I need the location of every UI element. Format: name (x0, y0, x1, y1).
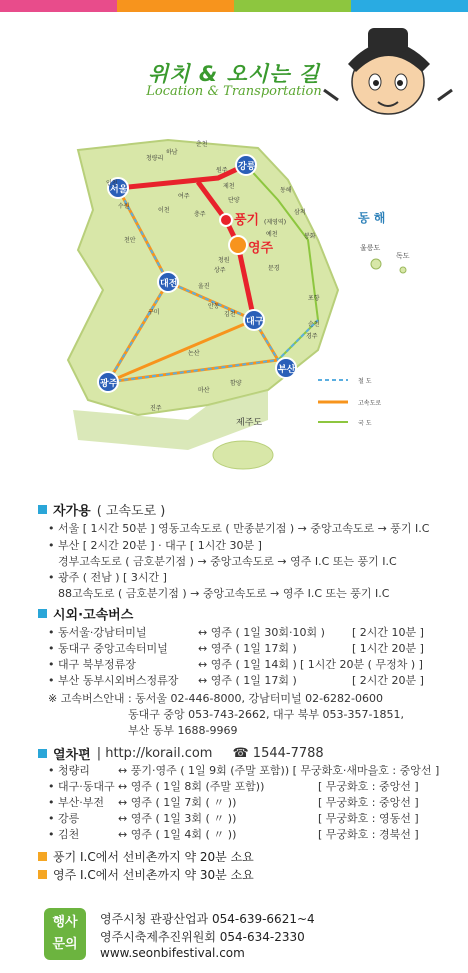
svg-text:문경: 문경 (268, 265, 280, 272)
bullet-icon (38, 852, 47, 861)
svg-text:상주: 상주 (214, 267, 226, 274)
korail-phone: ☎ 1544-7788 (232, 746, 324, 761)
svg-text:안동: 안동 (208, 303, 220, 310)
bus-note-3: 부산 동부 1688-9969 (128, 724, 238, 737)
note-1: 풍기 I.C에서 선비촌까지 약 20분 소요 (38, 848, 254, 865)
bus-note-1: ※ 고속버스안내 : 동서울 02-446-8000, 강남터미널 02-6282-0600 (48, 692, 384, 705)
bus-row: • 동대구 중앙고속터미널 (48, 642, 168, 655)
bus-row: • 부산 동부시외버스정류장 (48, 674, 179, 687)
svg-text:춘천: 춘천 (196, 141, 208, 148)
svg-text:서울: 서울 (110, 185, 128, 195)
train-row: • 부산·부전 (48, 796, 104, 809)
east-sea-label: 동 해 (358, 211, 386, 225)
svg-text:충주: 충주 (194, 211, 206, 218)
svg-text:여주: 여주 (178, 193, 190, 200)
svg-text:천안: 천안 (124, 237, 136, 244)
train-row: • 강릉 (48, 812, 80, 825)
yeongju-label: 영주 (248, 241, 274, 256)
note-2: 영주 I.C에서 선비촌까지 약 30분 소요 (38, 866, 254, 883)
scholar-mascot-icon (318, 20, 458, 130)
contact-line-1: 영주시청 관광산업과 054-639-6621~4 (100, 912, 315, 926)
svg-text:국 도: 국 도 (358, 420, 372, 427)
svg-text:마산: 마산 (198, 387, 210, 394)
bullet-icon (38, 609, 47, 618)
svg-text:예천: 예천 (266, 231, 278, 238)
festival-link[interactable]: www.seonbifestival.com (100, 946, 245, 960)
svg-text:이천: 이천 (158, 207, 170, 214)
korea-route-map (18, 120, 458, 480)
svg-text:(제영역): (제영역) (264, 219, 287, 226)
svg-text:봉화: 봉화 (304, 233, 316, 240)
train-row: • 청량리 (48, 764, 90, 777)
bus-row: • 동서울·강남터미널 (48, 626, 147, 639)
svg-text:포항: 포항 (308, 295, 320, 302)
svg-text:부산: 부산 (278, 365, 296, 375)
poongki-label: 풍기 (234, 213, 260, 228)
svg-text:논산: 논산 (188, 350, 200, 357)
car-line-3: 경부고속도로 ( 금호분기점 ) → 중앙고속도로 → 영주 I.C 또는 풍기 I.C (58, 555, 397, 568)
svg-text:철 도: 철 도 (358, 378, 372, 385)
svg-text:울릉도: 울릉도 (360, 244, 381, 252)
svg-text:청량리: 청량리 (146, 155, 164, 162)
bus-note-2: 동대구 중앙 053-743-2662, 대구 북부 053-357-1851, (128, 708, 404, 721)
svg-text:단양: 단양 (228, 197, 240, 204)
svg-text:제천: 제천 (223, 183, 235, 190)
svg-text:동해: 동해 (280, 187, 292, 194)
color-bar (0, 0, 468, 12)
svg-text:광주: 광주 (100, 379, 118, 389)
page-subtitle: Location & Transportation (146, 84, 322, 99)
svg-text:경주: 경주 (306, 333, 318, 340)
jeju-label: 제주도 (236, 418, 263, 428)
page-title: 위치 & 오시는 길 (148, 62, 320, 86)
svg-text:울진: 울진 (198, 283, 210, 290)
svg-text:대구: 대구 (246, 317, 264, 327)
contact-line-2: 영주시축제추진위원회 054-634-2330 (100, 930, 305, 944)
bullet-icon (38, 505, 47, 514)
svg-text:인천: 인천 (106, 180, 118, 187)
bus-row: • 대구 북부정류장 (48, 658, 136, 671)
bullet-icon (38, 749, 47, 758)
car-section: 자가용 ( 고속도로 ) (38, 500, 165, 519)
svg-text:원주: 원주 (216, 167, 228, 174)
svg-text:구미: 구미 (148, 309, 160, 316)
svg-text:함양: 함양 (230, 380, 242, 387)
train-row: • 대구·동대구 (48, 780, 115, 793)
car-line-4: • 광주 ( 전남 ) [ 3시간 ] (48, 571, 167, 584)
svg-text:대전: 대전 (160, 279, 178, 289)
svg-text:고속도로: 고속도로 (358, 400, 382, 407)
svg-text:하남: 하남 (166, 149, 178, 156)
svg-text:수원: 수원 (118, 203, 130, 210)
korail-link[interactable]: | http://korail.com (96, 746, 213, 761)
contact-badge: 행사 문의 (44, 908, 86, 960)
svg-text:청원: 청원 (218, 257, 230, 264)
train-section: 열차편 | http://korail.com ☎ 1544-7788 (38, 744, 324, 763)
svg-text:진주: 진주 (150, 405, 162, 412)
bullet-icon (38, 870, 47, 879)
svg-text:순천: 순천 (308, 321, 320, 328)
svg-text:삼척: 삼척 (294, 209, 306, 216)
svg-text:독도: 독도 (396, 252, 410, 260)
car-line-2: • 부산 [ 2시간 20분 ] · 대구 [ 1시간 30분 ] (48, 539, 262, 552)
svg-text:강릉: 강릉 (238, 162, 256, 172)
car-line-1: • 서울 [ 1시간 50분 ] 영동고속도로 ( 만종분기점 ) → 중앙고속도로 → 풍기 I.C (48, 522, 430, 535)
car-line-5: 88고속도로 ( 금호분기점 ) → 중앙고속도로 → 영주 I.C 또는 풍기 I.C (58, 587, 390, 600)
bus-section: 시외·고속버스 (38, 604, 133, 623)
train-row: • 김천 (48, 828, 80, 841)
svg-text:김천: 김천 (224, 311, 236, 318)
